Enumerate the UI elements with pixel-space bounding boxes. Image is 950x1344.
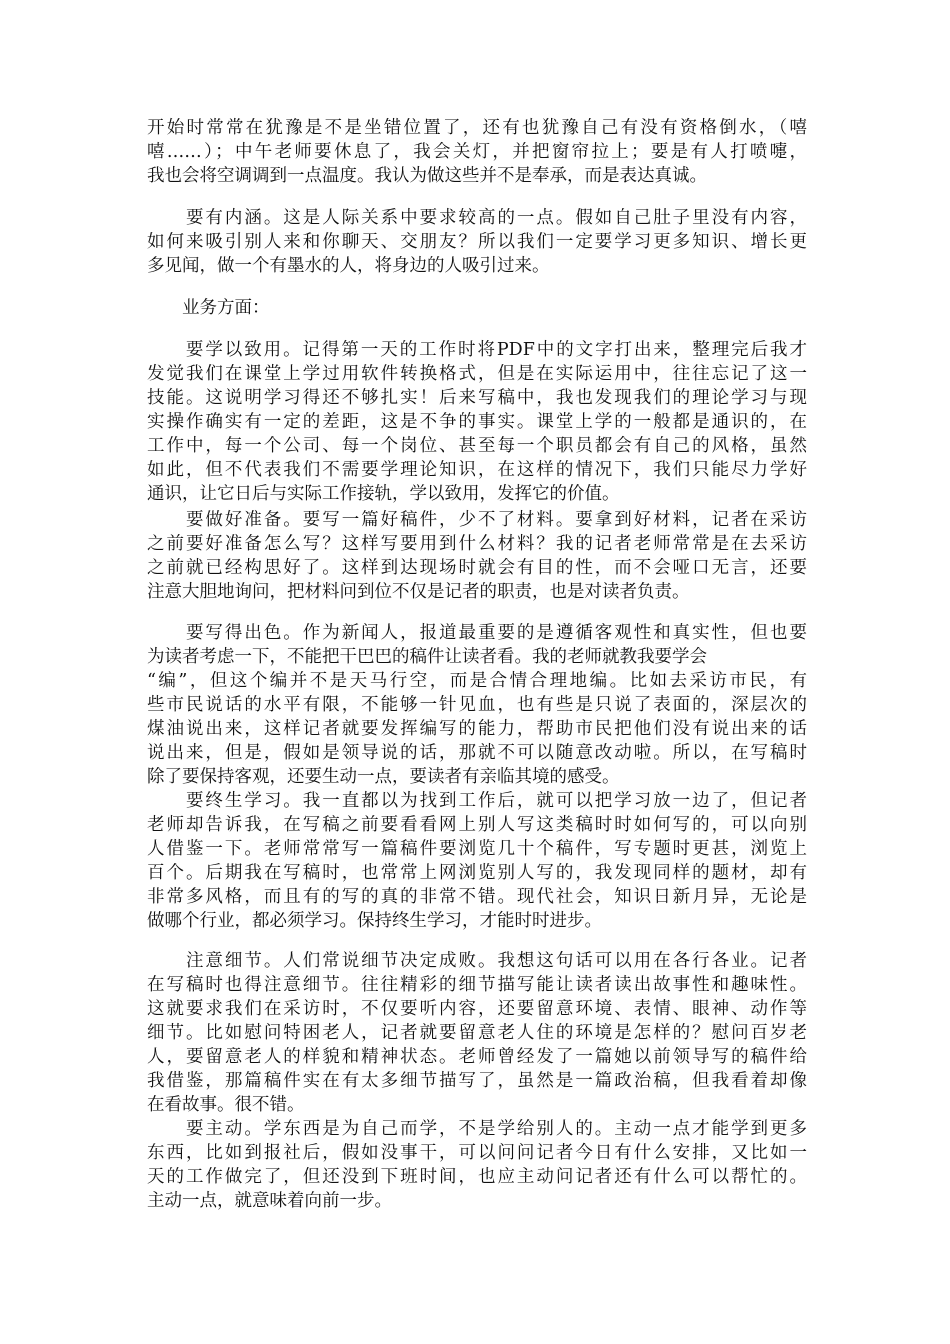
paragraph-line: 要做好准备。要写一篇好稿件，少不了材料。要拿到好材料，记者在采访 bbox=[147, 510, 807, 530]
paragraph-line: 实操作确实有一定的差距，这是不争的事实。课堂上学的一般都是通识的，在 bbox=[147, 412, 807, 432]
paragraph-line: 我借鉴，那篇稿件实在有太多细节描写了，虽然是一篇政治稿，但我看着却像 bbox=[147, 1071, 807, 1091]
paragraph bbox=[147, 621, 807, 789]
paragraph-line: 在写稿时也得注意细节。往往精彩的细节描写能让读者读出故事性和趣味性。 bbox=[147, 975, 807, 995]
paragraph-line: 如何来吸引别人来和你聊天、交朋友？所以我们一定要学习更多知识、增长更 bbox=[147, 232, 807, 252]
paragraph-line: 之前要好准备怎么写？这样写要用到什么材料？我的记者老师常常是在去采访 bbox=[147, 534, 807, 554]
paragraph-line: 做哪个行业，都必须学习。保持终生学习，才能时时进步。 bbox=[147, 911, 602, 931]
paragraph bbox=[147, 508, 807, 604]
section-heading-line: 业务方面： bbox=[147, 298, 270, 318]
paragraph-line: 除了要保持客观，还要生动一点，要读者有亲临其境的感受。 bbox=[147, 767, 620, 787]
paragraph bbox=[147, 789, 807, 933]
paragraph-line: 要学以致用。记得第一天的工作时将PDF中的文字打出来，整理完后我才 bbox=[147, 340, 807, 360]
paragraph bbox=[147, 338, 807, 506]
paragraph-line: 细节。比如慰问特困老人，记者就要留意老人住的环境是怎样的？慰问百岁老 bbox=[147, 1023, 807, 1043]
paragraph-line: 这就要求我们在采访时，不仅要听内容，还要留意环境、表情、眼神、动作等 bbox=[147, 999, 807, 1019]
paragraph-line: 多见闻，做一个有墨水的人，将身边的人吸引过来。 bbox=[147, 256, 550, 276]
paragraph-line: 在看故事。很不错。 bbox=[147, 1095, 305, 1115]
paragraph-line: 注意细节。人们常说细节决定成败。我想这句话可以用在各行各业。记者 bbox=[147, 951, 807, 971]
paragraph-line: “编”，但这个编并不是天马行空，而是合情合理地编。比如去采访市民，有 bbox=[147, 671, 807, 691]
paragraph-line: 通识，让它日后与实际工作接轨，学以致用，发挥它的价值。 bbox=[147, 484, 620, 504]
paragraph-line: 人，要留意老人的样貌和精神状态。老师曾经发了一篇她以前领导写的稿件给 bbox=[147, 1047, 807, 1067]
paragraph-line: 老师却告诉我，在写稿之前要看看网上别人写这类稿时时如何写的，可以向别 bbox=[147, 815, 807, 835]
paragraph bbox=[147, 116, 807, 188]
paragraph-line: 如此，但不代表我们不需要学理论知识，在这样的情况下，我们只能尽力学好 bbox=[147, 460, 807, 480]
paragraph-line: 注意大胆地询问，把材料问到位不仅是记者的职责，也是对读者负责。 bbox=[147, 582, 690, 602]
paragraph-line: 工作中，每一个公司、每一个岗位、甚至每一个职员都会有自己的风格，虽然 bbox=[147, 436, 807, 456]
paragraph-line: 些市民说话的水平有限，不能够一针见血，也有些是只说了表面的，深层次的 bbox=[147, 695, 807, 715]
paragraph-line: 为读者考虑一下，不能把干巴巴的稿件让读者看。我的老师就教我要学会 bbox=[147, 647, 707, 667]
paragraph-line: 发觉我们在课堂上学过用软件转换格式，但是在实际运用中，往往忘记了这一 bbox=[147, 364, 807, 384]
paragraph-line: 之前就已经构思好了。这样到达现场时就会有目的性，而不会哑口无言，还要 bbox=[147, 558, 807, 578]
paragraph-line: 天的工作做完了，但还没到下班时间，也应主动问记者还有什么可以帮忙的。 bbox=[147, 1167, 807, 1187]
paragraph bbox=[147, 206, 807, 278]
paragraph-line: 人借鉴一下。老师常常写一篇稿件要浏览几十个稿件，写专题时更甚，浏览上 bbox=[147, 839, 807, 859]
paragraph-line: 技能。这说明学习得还不够扎实！后来写稿中，我也发现我们的理论学习与现 bbox=[147, 388, 807, 408]
paragraph-line: 要终生学习。我一直都以为找到工作后，就可以把学习放一边了，但记者 bbox=[147, 791, 807, 811]
paragraph bbox=[147, 949, 807, 1117]
paragraph-line: 我也会将空调调到一点温度。我认为做这些并不是奉承，而是表达真诚。 bbox=[147, 166, 707, 186]
paragraph-line: 非常多风格，而且有的写的真的非常不错。现代社会，知识日新月异，无论是 bbox=[147, 887, 807, 907]
section-heading bbox=[147, 296, 807, 320]
paragraph-line: 要有内涵。这是人际关系中要求较高的一点。假如自己肚子里没有内容， bbox=[147, 208, 807, 228]
paragraph-line: 煤油说出来，这样记者就要发挥编写的能力，帮助市民把他们没有说出来的话 bbox=[147, 719, 807, 739]
paragraph-line: 东西，比如到报社后，假如没事干，可以问问记者今日有什么安排，又比如一 bbox=[147, 1143, 807, 1163]
paragraph-line: 百个。后期我在写稿时，也常常上网浏览别人写的，我发现同样的题材，却有 bbox=[147, 863, 807, 883]
paragraph-line: 说出来，但是，假如是领导说的话，那就不可以随意改动啦。所以，在写稿时 bbox=[147, 743, 807, 763]
paragraph-line: 开始时常常在犹豫是不是坐错位置了，还有也犹豫自己有没有资格倒水，（嘻 bbox=[147, 118, 807, 138]
paragraph-line: 要写得出色。作为新闻人，报道最重要的是遵循客观性和真实性，但也要 bbox=[147, 623, 807, 643]
paragraph-line: 嘻……）；中午老师要休息了，我会关灯，并把窗帘拉上；要是有人打喷嚏， bbox=[147, 142, 807, 162]
paragraph bbox=[147, 1117, 807, 1213]
paragraph-line: 主动一点，就意味着向前一步。 bbox=[147, 1191, 392, 1211]
paragraph-line: 要主动。学东西是为自己而学，不是学给别人的。主动一点才能学到更多 bbox=[147, 1119, 807, 1139]
